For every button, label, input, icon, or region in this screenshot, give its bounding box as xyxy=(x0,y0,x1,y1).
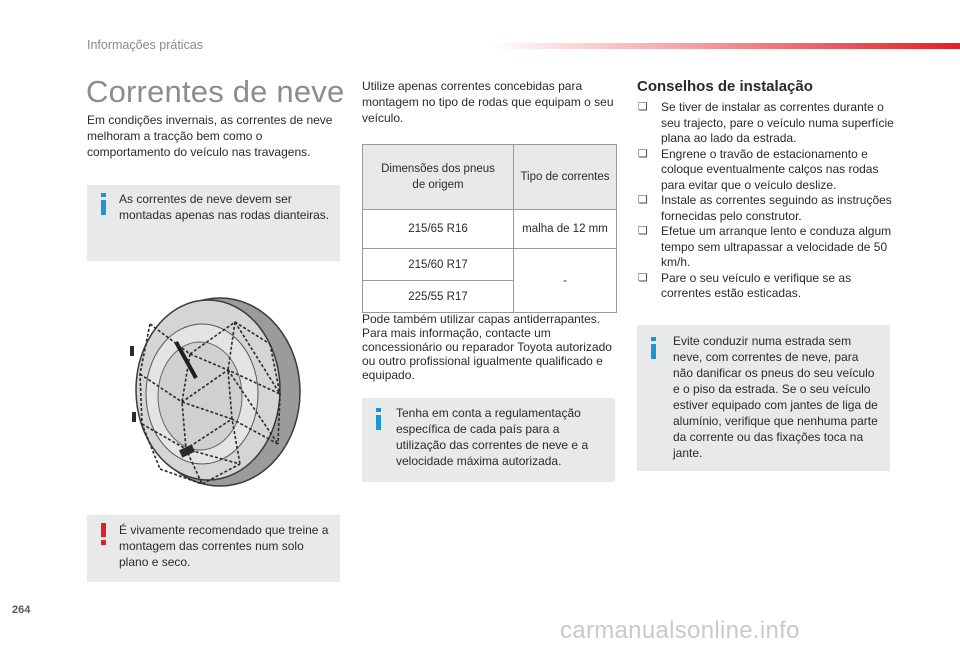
info-box-front-wheels xyxy=(87,185,340,261)
page-title: Correntes de neve xyxy=(86,74,345,109)
square-bullet-icon: ❏ xyxy=(638,194,648,206)
table-header-cell: Tipo de correntes xyxy=(514,145,617,210)
table-header-row xyxy=(363,145,617,210)
table-cell-chain-type: malha de 12 mm xyxy=(514,210,617,249)
info-box-regulation xyxy=(362,398,615,482)
list-item xyxy=(637,224,897,271)
list-item xyxy=(637,100,897,147)
warning-box-dry-ground xyxy=(87,515,340,582)
table-row xyxy=(363,210,617,249)
compatibility-intro: Utilize apenas correntes concebidas para montagem no tipo de rodas que equipam o seu veículo. xyxy=(362,79,614,125)
warning-icon xyxy=(98,523,110,545)
info-text: Evite conduzir numa estrada sem neve, com correntes de neve, para não danificar os pneus do seu veículo e o piso da estrada. Se o seu veículo estiver equipado com jantes de liga de alumínio, verifique que nenhuma parte da corrente ou das fixações toca na jante. xyxy=(673,334,878,460)
list-item-text: Efetue um arranque lento e conduza algum tempo sem ultrapassar a velocidade de 50 km/h. xyxy=(661,224,892,269)
info-icon xyxy=(98,193,110,215)
intro-text: Em condições invernais, as correntes de neve melhoram a tracção bem como o comportamento do veículo nas travagens. xyxy=(87,113,333,159)
table-cell-tyre-size: 225/55 R17 xyxy=(363,281,514,313)
header-accent-bar xyxy=(490,43,960,49)
anti-skid-paragraph: Pode também utilizar capas antiderrapantes. Para mais informação, contacte um concessionário ou reparador Toyota autorizado ou outro profissional igualmente qualificado e equipado. xyxy=(362,312,612,382)
list-item xyxy=(637,271,897,302)
list-item-text: Pare o seu veículo e verifique se as correntes estão esticadas. xyxy=(661,270,852,300)
tire-chains-illustration xyxy=(120,284,310,490)
warning-text: É vivamente recomendado que treine a montagem das correntes num solo plano e seco. xyxy=(119,523,329,569)
table-cell-chain-type: - xyxy=(514,249,617,313)
watermark: carmanualsonline.info xyxy=(560,617,800,644)
list-item-text: Instale as correntes seguindo as instruções fornecidas pelo construtor. xyxy=(661,193,892,223)
list-item xyxy=(637,193,897,224)
table-cell-tyre-size: 215/60 R17 xyxy=(363,249,514,281)
square-bullet-icon: ❏ xyxy=(638,225,648,237)
advice-heading: Conselhos de instalação xyxy=(637,78,813,95)
info-icon xyxy=(373,408,385,430)
info-text: As correntes de neve devem ser montadas apenas nas rodas dianteiras. xyxy=(119,192,330,222)
table-cell-tyre-size: 215/65 R16 xyxy=(363,210,514,249)
info-icon xyxy=(648,337,660,359)
square-bullet-icon: ❏ xyxy=(638,101,648,113)
table-row xyxy=(363,249,617,281)
list-item-text: Engrene o travão de estacionamento e coloque eventualmente calços nas rodas para evitar que o veículo deslize. xyxy=(661,146,879,192)
list-item-text: Se tiver de instalar as correntes durante o seu trajecto, pare o veículo numa superfície plana ao lado da estrada. xyxy=(661,100,894,145)
table-header-cell: Dimensões dos pneus de origem xyxy=(363,145,514,210)
page-number: 264 xyxy=(12,604,31,616)
info-box-alloy-rims xyxy=(637,325,890,471)
square-bullet-icon: ❏ xyxy=(638,271,648,284)
section-label: Informações práticas xyxy=(87,38,204,52)
info-text: Tenha em conta a regulamentação específica de cada país para a utilização das correntes de neve e a velocidade máxima autorizada. xyxy=(396,406,589,468)
chain-size-table xyxy=(362,144,617,313)
advice-list xyxy=(637,100,897,302)
square-bullet-icon: ❏ xyxy=(638,147,648,160)
list-item xyxy=(637,147,897,194)
